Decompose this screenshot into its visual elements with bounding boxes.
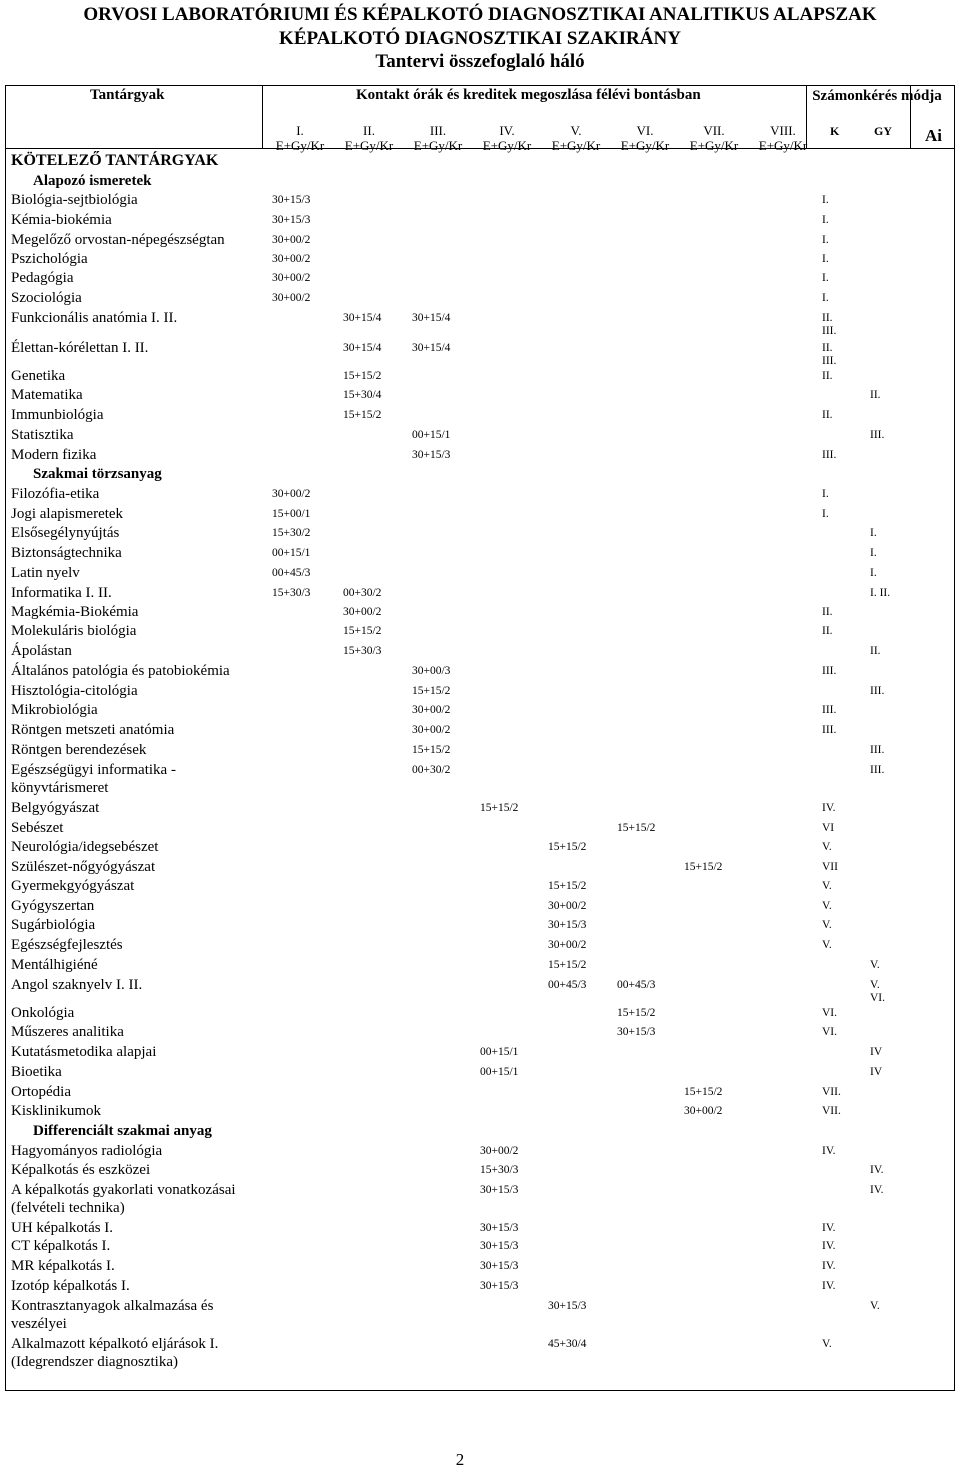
exam-mark: I. bbox=[822, 214, 829, 226]
subject-name: Pedagógia bbox=[11, 270, 74, 286]
subject-name-continued: könyvtárismeret bbox=[11, 780, 109, 796]
exam-mark: II. bbox=[822, 342, 833, 354]
semester-hours-cell: 30+00/2 bbox=[412, 704, 451, 716]
subject-name: Genetika bbox=[11, 368, 66, 384]
subject-name: Ortopédia bbox=[11, 1084, 71, 1100]
subject-name: Szociológia bbox=[11, 290, 82, 306]
semester-hours-cell: 30+15/3 bbox=[480, 1280, 519, 1292]
semester-hours-cell: 15+15/2 bbox=[617, 822, 656, 834]
subject-name: Ápolástan bbox=[11, 643, 72, 659]
subject-name: Röntgen metszeti anatómia bbox=[11, 722, 175, 738]
exam-mark: VI bbox=[822, 822, 835, 834]
semester-number: VI. bbox=[636, 123, 654, 138]
semester-number: VII. bbox=[703, 123, 725, 138]
subject-name: Biológia-sejtbiológia bbox=[11, 192, 138, 208]
exam-mark: IV. bbox=[822, 1222, 836, 1234]
subject-name: Kutatásmetodika alapjai bbox=[11, 1044, 157, 1060]
practice-mark: V. bbox=[870, 979, 880, 991]
semester-unit: E+Gy/Kr bbox=[620, 138, 670, 153]
practice-mark: III. bbox=[870, 764, 885, 776]
subject-name: Matematika bbox=[11, 387, 83, 403]
practice-column-header: GY bbox=[874, 124, 892, 138]
subject-name: Belgyógyászat bbox=[11, 800, 100, 816]
semester-unit: E+Gy/Kr bbox=[551, 138, 601, 153]
subject-name: Egészségfejlesztés bbox=[11, 937, 123, 953]
page-number: 2 bbox=[455, 1450, 465, 1469]
exam-mark: V. bbox=[822, 900, 832, 912]
subject-name: Műszeres analitika bbox=[11, 1024, 124, 1040]
semester-hours-cell: 30+00/3 bbox=[412, 665, 451, 677]
subject-name: Elsősegélynyújtás bbox=[11, 525, 120, 541]
semester-hours-cell: 30+00/2 bbox=[480, 1145, 519, 1157]
exam-mark: IV. bbox=[822, 1280, 836, 1292]
subject-name: Kisklinikumok bbox=[11, 1103, 102, 1119]
semester-hours-cell: 30+15/4 bbox=[412, 312, 451, 324]
subject-name: Szülészet-nőgyógyászat bbox=[11, 859, 156, 875]
exam-mark: III. bbox=[822, 724, 837, 736]
semester-hours-cell: 00+15/1 bbox=[272, 547, 311, 559]
exam-mark: II. bbox=[822, 370, 833, 382]
practice-mark: IV bbox=[870, 1046, 883, 1058]
semester-hours-cell: 15+15/2 bbox=[343, 409, 382, 421]
doc-title: ORVOSI LABORATÓRIUMI ÉS KÉPALKOTÓ DIAGNOSZTIKAI ANALITIKUS ALAPSZAK bbox=[83, 4, 877, 25]
semester-hours-cell: 30+00/2 bbox=[272, 272, 311, 284]
exam-mark: I. bbox=[822, 292, 829, 304]
subject-name: Molekuláris biológia bbox=[11, 623, 137, 639]
exam-column-header: K bbox=[830, 124, 840, 138]
semester-hours-cell: 15+15/2 bbox=[548, 880, 587, 892]
exam-mark: VII. bbox=[822, 1105, 841, 1117]
semester-hours-cell: 15+15/2 bbox=[684, 1086, 723, 1098]
semester-hours-cell: 15+30/4 bbox=[343, 389, 382, 401]
semester-unit: E+Gy/Kr bbox=[758, 138, 808, 153]
subject-name: Hisztológia-citológia bbox=[11, 683, 138, 699]
semester-hours-cell: 00+15/1 bbox=[480, 1066, 519, 1078]
subject-name: Sebészet bbox=[11, 820, 64, 836]
semester-hours-cell: 15+15/2 bbox=[412, 744, 451, 756]
semester-unit: E+Gy/Kr bbox=[689, 138, 739, 153]
semester-hours-cell: 30+00/2 bbox=[272, 488, 311, 500]
exam-mark: III. bbox=[822, 704, 837, 716]
semester-hours-cell: 30+15/4 bbox=[343, 342, 382, 354]
semester-hours-cell: 30+00/2 bbox=[684, 1105, 723, 1117]
semester-hours-cell: 00+15/1 bbox=[412, 429, 451, 441]
section-heading: Alapozó ismeretek bbox=[33, 173, 152, 189]
exam-mark: II. bbox=[822, 312, 833, 324]
semester-hours-cell: 30+00/2 bbox=[272, 292, 311, 304]
semester-number: II. bbox=[363, 123, 375, 138]
practice-mark: I. bbox=[870, 567, 877, 579]
subject-name: Röntgen berendezések bbox=[11, 742, 147, 758]
practice-mark: III. bbox=[870, 744, 885, 756]
exam-mark: I. bbox=[822, 272, 829, 284]
subject-name: Általános patológia és patobiokémia bbox=[11, 663, 230, 679]
semester-hours-cell: 30+00/2 bbox=[412, 724, 451, 736]
semester-hours-cell: 00+15/1 bbox=[480, 1046, 519, 1058]
subject-name: Informatika I. II. bbox=[11, 585, 112, 601]
subject-name: Pszichológia bbox=[11, 251, 88, 267]
exam-mark: I. bbox=[822, 508, 829, 520]
subject-name-continued: veszélyei bbox=[11, 1316, 67, 1332]
exam-mark: IV. bbox=[822, 802, 836, 814]
semester-hours-cell: 15+30/3 bbox=[480, 1164, 519, 1176]
subject-name: Mikrobiológia bbox=[11, 702, 98, 718]
subject-name: Izotóp képalkotás I. bbox=[11, 1278, 130, 1294]
semester-hours-cell: 30+15/3 bbox=[548, 919, 587, 931]
subject-name: Bioetika bbox=[11, 1064, 62, 1080]
semester-hours-cell: 30+15/3 bbox=[480, 1222, 519, 1234]
semester-hours-cell: 30+15/3 bbox=[412, 449, 451, 461]
subject-name: UH képalkotás I. bbox=[11, 1220, 114, 1236]
semester-hours-cell: 15+15/2 bbox=[684, 861, 723, 873]
subject-name: Magkémia-Biokémia bbox=[11, 604, 139, 620]
subject-name: Angol szaknyelv I. II. bbox=[11, 977, 143, 993]
subject-name-continued: (felvételi technika) bbox=[11, 1200, 125, 1216]
semester-hours-cell: 15+15/2 bbox=[412, 685, 451, 697]
exam-mark: I. bbox=[822, 194, 829, 206]
exam-mark: II. bbox=[822, 606, 833, 618]
semester-unit: E+Gy/Kr bbox=[275, 138, 325, 153]
semester-hours-cell: 45+30/4 bbox=[548, 1338, 587, 1350]
exam-mark: I. bbox=[822, 253, 829, 265]
exam-mark: V. bbox=[822, 919, 832, 931]
semester-hours-cell: 30+15/3 bbox=[480, 1260, 519, 1272]
semester-number: IV. bbox=[499, 123, 515, 138]
subject-name: Funkcionális anatómia I. II. bbox=[11, 310, 178, 326]
semester-hours-cell: 30+15/3 bbox=[480, 1240, 519, 1252]
subject-name: Sugárbiológia bbox=[11, 917, 96, 933]
exam-mark: VI. bbox=[822, 1026, 838, 1038]
semester-hours-cell: 30+15/3 bbox=[617, 1026, 656, 1038]
semester-hours-cell: 30+15/4 bbox=[343, 312, 382, 324]
doc-heading: Tantervi összefoglaló háló bbox=[375, 51, 585, 72]
semester-hours-cell: 15+15/2 bbox=[548, 959, 587, 971]
practice-mark: V. bbox=[870, 959, 880, 971]
exam-mark: III. bbox=[822, 665, 837, 677]
exam-mark: II. bbox=[822, 625, 833, 637]
practice-mark: VI. bbox=[870, 992, 886, 1004]
semester-hours-cell: 00+30/2 bbox=[412, 764, 451, 776]
section-heading: Szakmai törzsanyag bbox=[33, 466, 162, 482]
section-heading: Differenciált szakmai anyag bbox=[33, 1123, 212, 1139]
semester-hours-cell: 00+45/3 bbox=[272, 567, 311, 579]
exam-mark: V. bbox=[822, 939, 832, 951]
semester-hours-cell: 30+00/2 bbox=[343, 606, 382, 618]
semester-hours-cell: 15+15/2 bbox=[343, 370, 382, 382]
exam-mark: IV. bbox=[822, 1260, 836, 1272]
subject-name: Filozófia-etika bbox=[11, 486, 100, 502]
exam-mark: VI. bbox=[822, 1007, 838, 1019]
semester-number: V. bbox=[570, 123, 582, 138]
semester-hours-cell: 30+00/2 bbox=[548, 939, 587, 951]
exam-mark: IV. bbox=[822, 1240, 836, 1252]
semester-hours-cell: 15+30/3 bbox=[272, 587, 311, 599]
semester-hours-cell: 15+15/2 bbox=[617, 1007, 656, 1019]
subject-name: Alkalmazott képalkotó eljárások I. bbox=[11, 1336, 219, 1352]
exam-mark: IV. bbox=[822, 1145, 836, 1157]
semester-hours-cell: 15+00/1 bbox=[272, 508, 311, 520]
semester-hours-cell: 00+30/2 bbox=[343, 587, 382, 599]
semester-hours-cell: 30+15/3 bbox=[548, 1300, 587, 1312]
exam-mark: V. bbox=[822, 880, 832, 892]
practice-mark: IV. bbox=[870, 1164, 884, 1176]
assessment-header: Számonkérés módja bbox=[812, 88, 942, 104]
semester-hours-cell: 00+45/3 bbox=[548, 979, 587, 991]
semester-hours-cell: 15+15/2 bbox=[480, 802, 519, 814]
exam-mark: III. bbox=[822, 355, 837, 367]
subject-name: Egészségügyi informatika - bbox=[11, 762, 176, 778]
subject-name: Képalkotás és eszközei bbox=[11, 1162, 151, 1178]
semester-number: VIII. bbox=[770, 123, 796, 138]
semester-unit: E+Gy/Kr bbox=[482, 138, 532, 153]
practice-mark: III. bbox=[870, 685, 885, 697]
subject-name: Megelőző orvostan-népegészségtan bbox=[11, 232, 225, 248]
ai-column-header: Ai bbox=[925, 126, 942, 145]
semester-hours-cell: 30+15/3 bbox=[272, 194, 311, 206]
exam-mark: I. bbox=[822, 234, 829, 246]
subject-name-continued: (Idegrendszer diagnosztika) bbox=[11, 1354, 179, 1370]
practice-mark: I. bbox=[870, 547, 877, 559]
semester-hours-cell: 30+15/4 bbox=[412, 342, 451, 354]
semester-hours-cell: 15+15/2 bbox=[343, 625, 382, 637]
semester-hours-cell: 30+15/3 bbox=[480, 1184, 519, 1196]
doc-subtitle: KÉPALKOTÓ DIAGNOSZTIKAI SZAKIRÁNY bbox=[279, 28, 681, 49]
exam-mark: VII. bbox=[822, 1086, 841, 1098]
exam-mark: V. bbox=[822, 1338, 832, 1350]
semester-hours-cell: 00+45/3 bbox=[617, 979, 656, 991]
subject-name: Statisztika bbox=[11, 427, 74, 443]
subject-name: Kémia-biokémia bbox=[11, 212, 112, 228]
exam-mark: III. bbox=[822, 449, 837, 461]
practice-mark: III. bbox=[870, 429, 885, 441]
subject-name: Neurológia/idegsebészet bbox=[11, 839, 159, 855]
semester-hours-cell: 15+15/2 bbox=[548, 841, 587, 853]
exam-mark: I. bbox=[822, 488, 829, 500]
semester-hours-cell: 30+15/3 bbox=[272, 214, 311, 226]
subject-name: Gyermekgyógyászat bbox=[11, 878, 135, 894]
semester-hours-cell: 30+00/2 bbox=[272, 234, 311, 246]
subject-name: Élettan-kórélettan I. II. bbox=[11, 340, 149, 356]
subject-name: Jogi alapismeretek bbox=[11, 506, 124, 522]
contact-hours-header: Kontakt órák és kreditek megoszlása félévi bontásban bbox=[356, 87, 701, 103]
subject-name: MR képalkotás I. bbox=[11, 1258, 115, 1274]
semester-hours-cell: 15+30/2 bbox=[272, 527, 311, 539]
practice-mark: V. bbox=[870, 1300, 880, 1312]
practice-mark: I. bbox=[870, 527, 877, 539]
semester-unit: E+Gy/Kr bbox=[413, 138, 463, 153]
practice-mark: II. bbox=[870, 389, 881, 401]
exam-mark: V. bbox=[822, 841, 832, 853]
exam-mark: II. bbox=[822, 409, 833, 421]
subject-name: Biztonságtechnika bbox=[11, 545, 122, 561]
subject-name: Modern fizika bbox=[11, 447, 97, 463]
semester-hours-cell: 30+00/2 bbox=[548, 900, 587, 912]
semester-number: I. bbox=[296, 123, 304, 138]
exam-mark: III. bbox=[822, 325, 837, 337]
subject-name: CT képalkotás I. bbox=[11, 1238, 111, 1254]
practice-mark: I. II. bbox=[870, 587, 891, 599]
subject-name: Kontrasztanyagok alkalmazása és bbox=[11, 1298, 214, 1314]
semester-hours-cell: 15+30/3 bbox=[343, 645, 382, 657]
subject-name: Latin nyelv bbox=[11, 565, 80, 581]
subject-name: Onkológia bbox=[11, 1005, 75, 1021]
exam-mark: VII bbox=[822, 861, 838, 873]
subject-name: Gyógyszertan bbox=[11, 898, 95, 914]
subjects-header: Tantárgyak bbox=[90, 87, 165, 103]
semester-unit: E+Gy/Kr bbox=[344, 138, 394, 153]
subject-name: Mentálhigiéné bbox=[11, 957, 98, 973]
subject-name: A képalkotás gyakorlati vonatkozásai bbox=[11, 1182, 236, 1198]
semester-number: III. bbox=[429, 123, 447, 138]
subject-name: Immunbiológia bbox=[11, 407, 104, 423]
practice-mark: IV bbox=[870, 1066, 883, 1078]
practice-mark: IV. bbox=[870, 1184, 884, 1196]
subject-name: Hagyományos radiológia bbox=[11, 1143, 163, 1159]
section-heading: KÖTELEZŐ TANTÁRGYAK bbox=[11, 152, 219, 169]
semester-hours-cell: 30+00/2 bbox=[272, 253, 311, 265]
practice-mark: II. bbox=[870, 645, 881, 657]
